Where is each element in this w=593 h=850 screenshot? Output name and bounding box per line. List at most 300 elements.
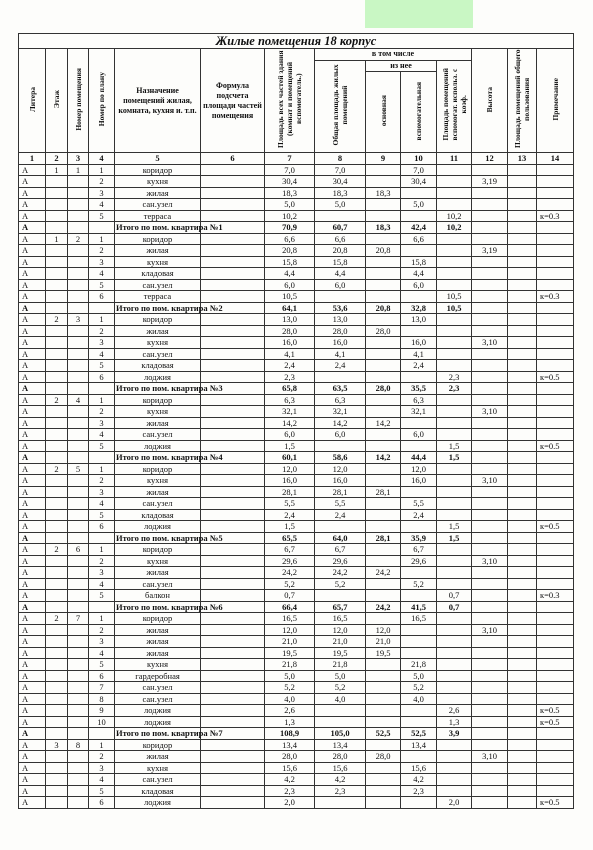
table-cell: 28,0 — [315, 325, 366, 337]
table-cell: жилая — [115, 486, 201, 498]
table-cell — [366, 670, 401, 682]
table-cell: 10,5 — [437, 302, 472, 314]
table-cell — [472, 429, 508, 441]
header-obshaya-ploshchad: Общая площадь жилых помещений — [315, 60, 366, 153]
total-row — [19, 383, 574, 395]
table-cell: 2 — [89, 475, 115, 487]
table-cell — [508, 601, 537, 613]
table-cell — [401, 371, 437, 383]
table-cell: 6,7 — [315, 544, 366, 556]
table-cell — [401, 440, 437, 452]
column-number: 3 — [68, 153, 89, 165]
table-cell — [437, 498, 472, 510]
table-cell: 2 — [89, 176, 115, 188]
table-cell: А — [19, 337, 46, 349]
table-cell: 5 — [89, 659, 115, 671]
table-cell: 5,5 — [315, 498, 366, 510]
table-cell — [201, 739, 265, 751]
table-cell: А — [19, 406, 46, 418]
table-cell: 16,0 — [315, 475, 366, 487]
table-cell: А — [19, 739, 46, 751]
table-cell: 10,5 — [265, 291, 315, 303]
table-cell: 0,7 — [265, 590, 315, 602]
table-row — [19, 314, 574, 326]
table-cell — [201, 705, 265, 717]
table-cell: лоджия — [115, 705, 201, 717]
table-row — [19, 187, 574, 199]
table-cell: 28,0 — [366, 383, 401, 395]
table-cell: 29,6 — [265, 555, 315, 567]
table-cell — [472, 659, 508, 671]
table-cell — [366, 475, 401, 487]
table-cell: А — [19, 233, 46, 245]
table-cell — [508, 314, 537, 326]
table-cell: 6,3 — [401, 394, 437, 406]
table-cell — [366, 463, 401, 475]
table-cell — [201, 199, 265, 211]
table-cell: 14,2 — [366, 417, 401, 429]
table-cell: 16,5 — [315, 613, 366, 625]
table-cell — [201, 555, 265, 567]
table-cell: 1 — [89, 544, 115, 556]
table-cell: жилая — [115, 636, 201, 648]
table-cell: 18,3 — [366, 187, 401, 199]
table-cell: 6,6 — [315, 233, 366, 245]
table-cell: А — [19, 187, 46, 199]
table-cell — [46, 590, 68, 602]
table-cell — [508, 279, 537, 291]
table-cell: терраса — [115, 210, 201, 222]
table-cell — [508, 417, 537, 429]
table-row — [19, 394, 574, 406]
table-cell: 4 — [89, 498, 115, 510]
table-cell — [315, 797, 366, 809]
table-cell: 6,3 — [315, 394, 366, 406]
table-cell — [201, 360, 265, 372]
table-cell — [437, 785, 472, 797]
table-cell — [508, 233, 537, 245]
table-cell: 28,1 — [366, 532, 401, 544]
table-cell: 4 — [89, 578, 115, 590]
table-cell: 4 — [68, 394, 89, 406]
table-cell: 3 — [68, 314, 89, 326]
table-cell — [46, 693, 68, 705]
rooms-table — [18, 33, 574, 809]
table-cell — [472, 417, 508, 429]
table-cell — [68, 256, 89, 268]
table-cell: 24,2 — [366, 567, 401, 579]
table-cell — [508, 440, 537, 452]
table-cell — [366, 693, 401, 705]
table-cell: 4 — [89, 429, 115, 441]
header-ploshchad-vseh: Площадь всех частей здания (комнат и помещений вспомогатель.) — [265, 49, 315, 153]
column-number: 13 — [508, 153, 537, 165]
table-cell: гардеробная — [115, 670, 201, 682]
table-cell: 2,6 — [265, 705, 315, 717]
table-cell — [537, 613, 574, 625]
column-number: 4 — [89, 153, 115, 165]
header-nomer-pomeshcheniya: Номер помещения — [68, 49, 89, 153]
table-cell — [537, 636, 574, 648]
table-cell — [508, 406, 537, 418]
table-cell — [537, 659, 574, 671]
table-cell — [437, 544, 472, 556]
table-cell: 1 — [68, 164, 89, 176]
table-cell — [472, 797, 508, 809]
table-cell — [366, 394, 401, 406]
table-cell: 14,2 — [366, 452, 401, 464]
table-row — [19, 429, 574, 441]
table-cell: 15,6 — [265, 762, 315, 774]
table-cell — [437, 245, 472, 257]
table-cell — [68, 475, 89, 487]
table-row — [19, 279, 574, 291]
table-cell: 14,2 — [265, 417, 315, 429]
table-cell — [366, 164, 401, 176]
table-cell — [201, 498, 265, 510]
table-cell: жилая — [115, 567, 201, 579]
table-cell: 3,10 — [472, 624, 508, 636]
table-cell — [201, 429, 265, 441]
table-cell — [401, 751, 437, 763]
table-cell — [508, 348, 537, 360]
table-cell — [68, 590, 89, 602]
table-cell — [508, 751, 537, 763]
table-row — [19, 233, 574, 245]
table-row — [19, 785, 574, 797]
table-cell: 28,1 — [265, 486, 315, 498]
table-cell — [46, 417, 68, 429]
table-cell — [68, 199, 89, 211]
table-cell — [437, 682, 472, 694]
table-cell: 4,0 — [265, 693, 315, 705]
table-cell — [68, 647, 89, 659]
table-cell: 70,9 — [265, 222, 315, 234]
table-cell: лоджия — [115, 797, 201, 809]
table-row — [19, 256, 574, 268]
table-cell: к=0.5 — [537, 797, 574, 809]
table-cell — [366, 440, 401, 452]
table-cell — [68, 728, 89, 740]
table-cell — [437, 337, 472, 349]
table-cell — [508, 429, 537, 441]
table-cell — [366, 578, 401, 590]
table-cell: 2 — [46, 544, 68, 556]
table-cell: 5,2 — [265, 578, 315, 590]
table-cell — [437, 233, 472, 245]
table-cell — [68, 417, 89, 429]
table-row — [19, 245, 574, 257]
table-cell — [201, 774, 265, 786]
table-cell — [46, 406, 68, 418]
table-row — [19, 774, 574, 786]
table-cell — [68, 360, 89, 372]
table-cell: 6,0 — [315, 429, 366, 441]
table-cell — [68, 693, 89, 705]
table-cell: 3 — [89, 636, 115, 648]
table-cell — [537, 325, 574, 337]
table-cell: А — [19, 291, 46, 303]
table-cell: 3 — [89, 486, 115, 498]
table-cell — [537, 532, 574, 544]
table-cell — [472, 486, 508, 498]
table-cell — [46, 624, 68, 636]
table-cell: кухня — [115, 762, 201, 774]
table-cell — [508, 371, 537, 383]
table-cell: 3,19 — [472, 176, 508, 188]
table-cell: 6,0 — [401, 429, 437, 441]
table-cell — [366, 429, 401, 441]
table-cell — [537, 417, 574, 429]
table-cell: 1,3 — [437, 716, 472, 728]
table-cell: 35,5 — [401, 383, 437, 395]
table-cell: 2 — [46, 394, 68, 406]
table-cell — [68, 670, 89, 682]
table-cell: 53,6 — [315, 302, 366, 314]
table-cell: 7,0 — [315, 164, 366, 176]
table-cell — [537, 452, 574, 464]
table-cell: 3,9 — [437, 728, 472, 740]
table-cell: 2 — [46, 613, 68, 625]
table-cell — [366, 210, 401, 222]
table-cell: А — [19, 314, 46, 326]
table-cell: 28,0 — [366, 751, 401, 763]
table-cell: 24,2 — [315, 567, 366, 579]
table-cell — [201, 486, 265, 498]
table-cell: 1,5 — [265, 440, 315, 452]
table-row — [19, 716, 574, 728]
table-cell: 21,8 — [315, 659, 366, 671]
table-cell: 19,5 — [315, 647, 366, 659]
table-cell — [201, 268, 265, 280]
table-cell: А — [19, 751, 46, 763]
table-cell: 2,3 — [265, 371, 315, 383]
table-cell — [508, 785, 537, 797]
table-cell: 105,0 — [315, 728, 366, 740]
table-cell — [472, 636, 508, 648]
table-cell — [46, 210, 68, 222]
table-cell — [201, 475, 265, 487]
table-cell: к=0.5 — [537, 521, 574, 533]
table-cell — [201, 187, 265, 199]
table-cell: 1,5 — [437, 440, 472, 452]
table-cell: 3,10 — [472, 406, 508, 418]
table-cell: кладовая — [115, 509, 201, 521]
table-row — [19, 693, 574, 705]
table-row — [19, 567, 574, 579]
table-cell: 10 — [89, 716, 115, 728]
table-cell — [472, 693, 508, 705]
table-cell — [46, 601, 68, 613]
table-cell — [437, 486, 472, 498]
table-row — [19, 176, 574, 188]
table-cell — [472, 670, 508, 682]
table-cell — [437, 475, 472, 487]
table-cell — [46, 452, 68, 464]
column-number: 7 — [265, 153, 315, 165]
table-cell: 28,0 — [265, 751, 315, 763]
table-cell: 1 — [89, 739, 115, 751]
table-cell: 5,0 — [401, 199, 437, 211]
table-cell: 2,4 — [401, 509, 437, 521]
table-cell: 30,4 — [265, 176, 315, 188]
table-cell — [401, 291, 437, 303]
table-cell — [537, 348, 574, 360]
table-cell: Итого по пом. квартира №1 — [116, 222, 223, 232]
table-cell: 6,0 — [265, 429, 315, 441]
table-cell — [201, 463, 265, 475]
table-cell — [201, 348, 265, 360]
table-cell: 18,3 — [366, 222, 401, 234]
table-cell: 60,1 — [265, 452, 315, 464]
table-cell — [437, 567, 472, 579]
table-cell — [472, 348, 508, 360]
table-cell — [472, 222, 508, 234]
total-row — [19, 728, 574, 740]
table-cell: А — [19, 498, 46, 510]
table-cell — [437, 279, 472, 291]
table-cell — [472, 325, 508, 337]
table-cell — [537, 429, 574, 441]
table-cell: 6 — [68, 544, 89, 556]
table-cell — [46, 751, 68, 763]
table-cell: 3,19 — [472, 245, 508, 257]
table-cell — [508, 693, 537, 705]
table-cell: 1,5 — [437, 452, 472, 464]
table-row — [19, 578, 574, 590]
table-cell — [437, 762, 472, 774]
table-row — [19, 613, 574, 625]
table-cell: кладовая — [115, 268, 201, 280]
table-cell: коридор — [115, 164, 201, 176]
table-cell: 35,9 — [401, 532, 437, 544]
table-cell: 19,5 — [265, 647, 315, 659]
table-cell: 5,2 — [265, 682, 315, 694]
table-cell: жилая — [115, 417, 201, 429]
table-cell: 2,0 — [437, 797, 472, 809]
table-cell: 2 — [89, 325, 115, 337]
table-cell: сан.узел — [115, 348, 201, 360]
table-cell — [472, 716, 508, 728]
table-cell — [366, 268, 401, 280]
table-cell — [472, 774, 508, 786]
table-cell — [508, 590, 537, 602]
table-cell — [472, 164, 508, 176]
table-cell — [46, 785, 68, 797]
table-cell — [46, 245, 68, 257]
table-cell — [366, 199, 401, 211]
table-cell: 12,0 — [315, 463, 366, 475]
table-cell — [68, 567, 89, 579]
table-row — [19, 739, 574, 751]
table-cell — [401, 567, 437, 579]
table-cell: 12,0 — [265, 463, 315, 475]
table-cell: 4,2 — [401, 774, 437, 786]
table-cell: А — [19, 371, 46, 383]
table-cell — [201, 751, 265, 763]
table-cell — [201, 371, 265, 383]
table-cell — [366, 762, 401, 774]
table-cell: 4 — [89, 647, 115, 659]
table-cell: кладовая — [115, 785, 201, 797]
table-cell: сан.узел — [115, 774, 201, 786]
table-cell — [201, 509, 265, 521]
header-etazh: Этаж — [46, 49, 68, 153]
table-cell: 6 — [89, 521, 115, 533]
table-cell — [68, 383, 89, 395]
table-cell: 21,8 — [401, 659, 437, 671]
table-cell — [472, 567, 508, 579]
table-row — [19, 636, 574, 648]
table-cell — [437, 509, 472, 521]
table-cell — [201, 590, 265, 602]
table-cell — [437, 613, 472, 625]
table-cell — [46, 521, 68, 533]
total-row — [19, 222, 574, 234]
table-cell: 10,2 — [437, 210, 472, 222]
table-cell — [68, 751, 89, 763]
table-cell — [366, 682, 401, 694]
table-cell — [68, 279, 89, 291]
table-cell — [537, 624, 574, 636]
table-cell: 32,8 — [401, 302, 437, 314]
table-cell — [366, 348, 401, 360]
table-cell — [508, 670, 537, 682]
table-cell: 6 — [89, 371, 115, 383]
table-cell — [46, 774, 68, 786]
table-cell — [537, 337, 574, 349]
table-cell — [201, 291, 265, 303]
table-cell — [68, 509, 89, 521]
table-cell: 6,0 — [401, 279, 437, 291]
table-cell: 2 — [46, 314, 68, 326]
table-cell — [472, 532, 508, 544]
table-cell — [472, 256, 508, 268]
table-cell — [68, 210, 89, 222]
table-cell: 5 — [89, 440, 115, 452]
table-cell — [508, 716, 537, 728]
table-cell: 16,5 — [401, 613, 437, 625]
table-cell: 65,5 — [265, 532, 315, 544]
table-cell — [537, 164, 574, 176]
table-cell: 20,8 — [315, 245, 366, 257]
table-cell: 6,0 — [315, 279, 366, 291]
table-cell — [472, 383, 508, 395]
table-cell — [472, 498, 508, 510]
table-cell: 13,4 — [401, 739, 437, 751]
table-cell — [46, 659, 68, 671]
table-cell — [537, 739, 574, 751]
table-cell: жилая — [115, 751, 201, 763]
table-cell — [472, 544, 508, 556]
header-v-tom-chisle: в том числе — [315, 49, 472, 61]
table-cell: 20,8 — [265, 245, 315, 257]
table-cell: А — [19, 360, 46, 372]
table-cell — [508, 567, 537, 579]
table-cell — [201, 417, 265, 429]
table-cell — [68, 325, 89, 337]
table-cell — [437, 429, 472, 441]
table-cell — [537, 693, 574, 705]
table-cell — [508, 647, 537, 659]
table-cell — [89, 302, 115, 314]
table-cell: 7,0 — [401, 164, 437, 176]
table-cell — [68, 498, 89, 510]
column-number: 9 — [366, 153, 401, 165]
table-cell — [508, 739, 537, 751]
table-cell — [201, 682, 265, 694]
table-cell: А — [19, 670, 46, 682]
